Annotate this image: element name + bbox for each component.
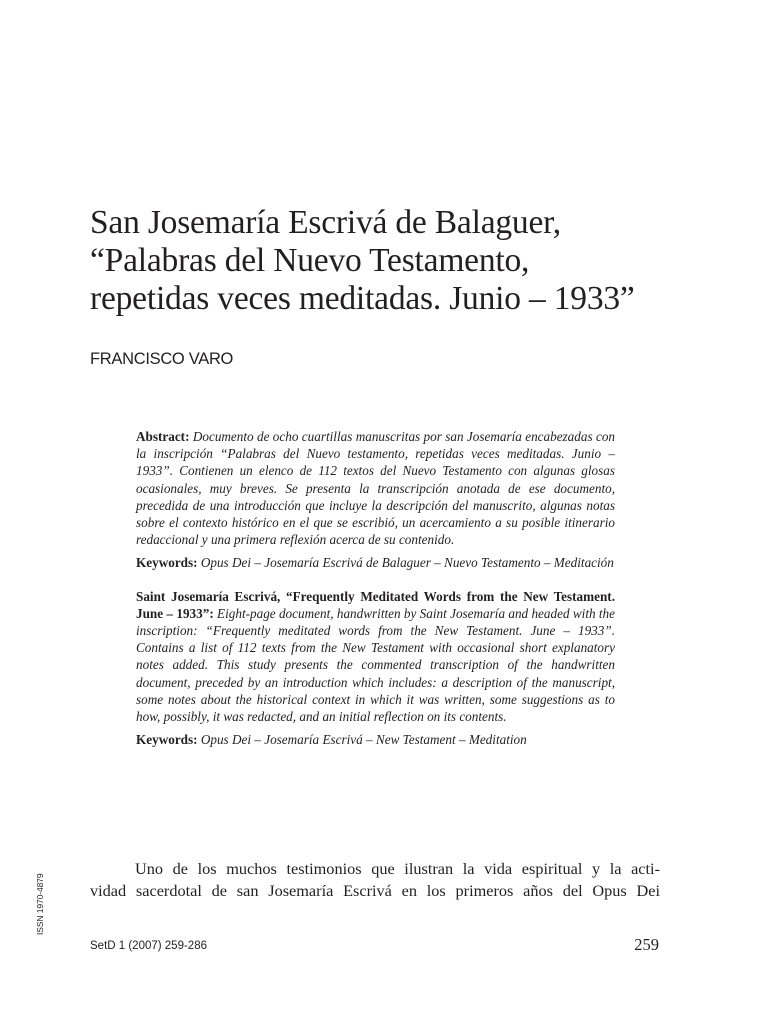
page-number: 259: [634, 935, 659, 954]
article-title-line: San Josemaría Escrivá de Balaguer,: [90, 204, 561, 241]
abstract-label: Abstract:: [136, 429, 190, 444]
abstract-paragraph: [136, 428, 615, 548]
keywords-label: Keywords:: [136, 555, 198, 571]
abstract-text: Documento de ocho cuartillas manuscritas por san Josemaría encabezadas con la inscripción “Palabras del Nuevo testamento, repetidas veces meditadas. Junio – 1933”. Contienen un elenco de 112 textos del Nuevo Testamento con algunas glosas ocasionales, muy breves. Se presenta la transcripción anotada de ese documento, precedida de una introducción que incluye la descripción del manuscrito, algunas notas sobre el contexto histórico en el que se escribió, un acercamiento a su posible itinerario redaccional y una primera reflexión acerca de su contenido.: [136, 429, 616, 548]
keywords-paragraph: [136, 731, 615, 748]
body-paragraph: [90, 858, 660, 902]
journal-reference: SetD 1 (2007) 259-286: [90, 940, 207, 952]
body-line: vidad sacerdotal de san Josemaría Escrivá en los primeros años del Opus Dei: [90, 881, 660, 900]
author-name: FRANCISCO VARO: [90, 350, 234, 368]
abstract-paragraph: [136, 588, 615, 726]
issn-label: ISSN 1970-4879: [35, 873, 45, 935]
abstracts-section: [136, 428, 615, 748]
article-title: [90, 204, 690, 318]
abstract-english: [136, 588, 615, 749]
keywords-paragraph: [136, 554, 615, 571]
keywords-label: Keywords:: [136, 732, 198, 748]
body-line: Uno de los muchos testimonios que ilustran la vida espiritual y la acti-: [135, 859, 660, 878]
abstract-spanish: [136, 428, 615, 572]
article-title-line: “Palabras del Nuevo Testamento,: [90, 242, 530, 279]
abstract-title: Saint Josemaría Escrivá, “Frequently Meditated Words from the New Testament. June – 1933”:: [136, 588, 615, 621]
keywords-text: Opus Dei – Josemaría Escrivá de Balaguer – Nuevo Testamento – Meditación: [200, 555, 614, 571]
abstract-text: Eight-page document, handwritten by Saint Josemaría and headed with the inscription: “Frequently meditated words from the New Testament. June – 1933”. Contains a list of 112 texts from the New Testament with occasional short explanatory notes added. This study presents the commented transcription of the handwritten document, preceded by an introduction which includes: a description of the manuscript, some notes about the historical context in which it was written, some suggestions as to how, possibly, it was redacted, and an initial reflection on its contents.: [136, 605, 616, 725]
article-title-line: repetidas veces meditadas. Junio – 1933”: [90, 280, 635, 317]
keywords-text: Opus Dei – Josemaría Escrivá – New Testament – Meditation: [200, 732, 527, 748]
